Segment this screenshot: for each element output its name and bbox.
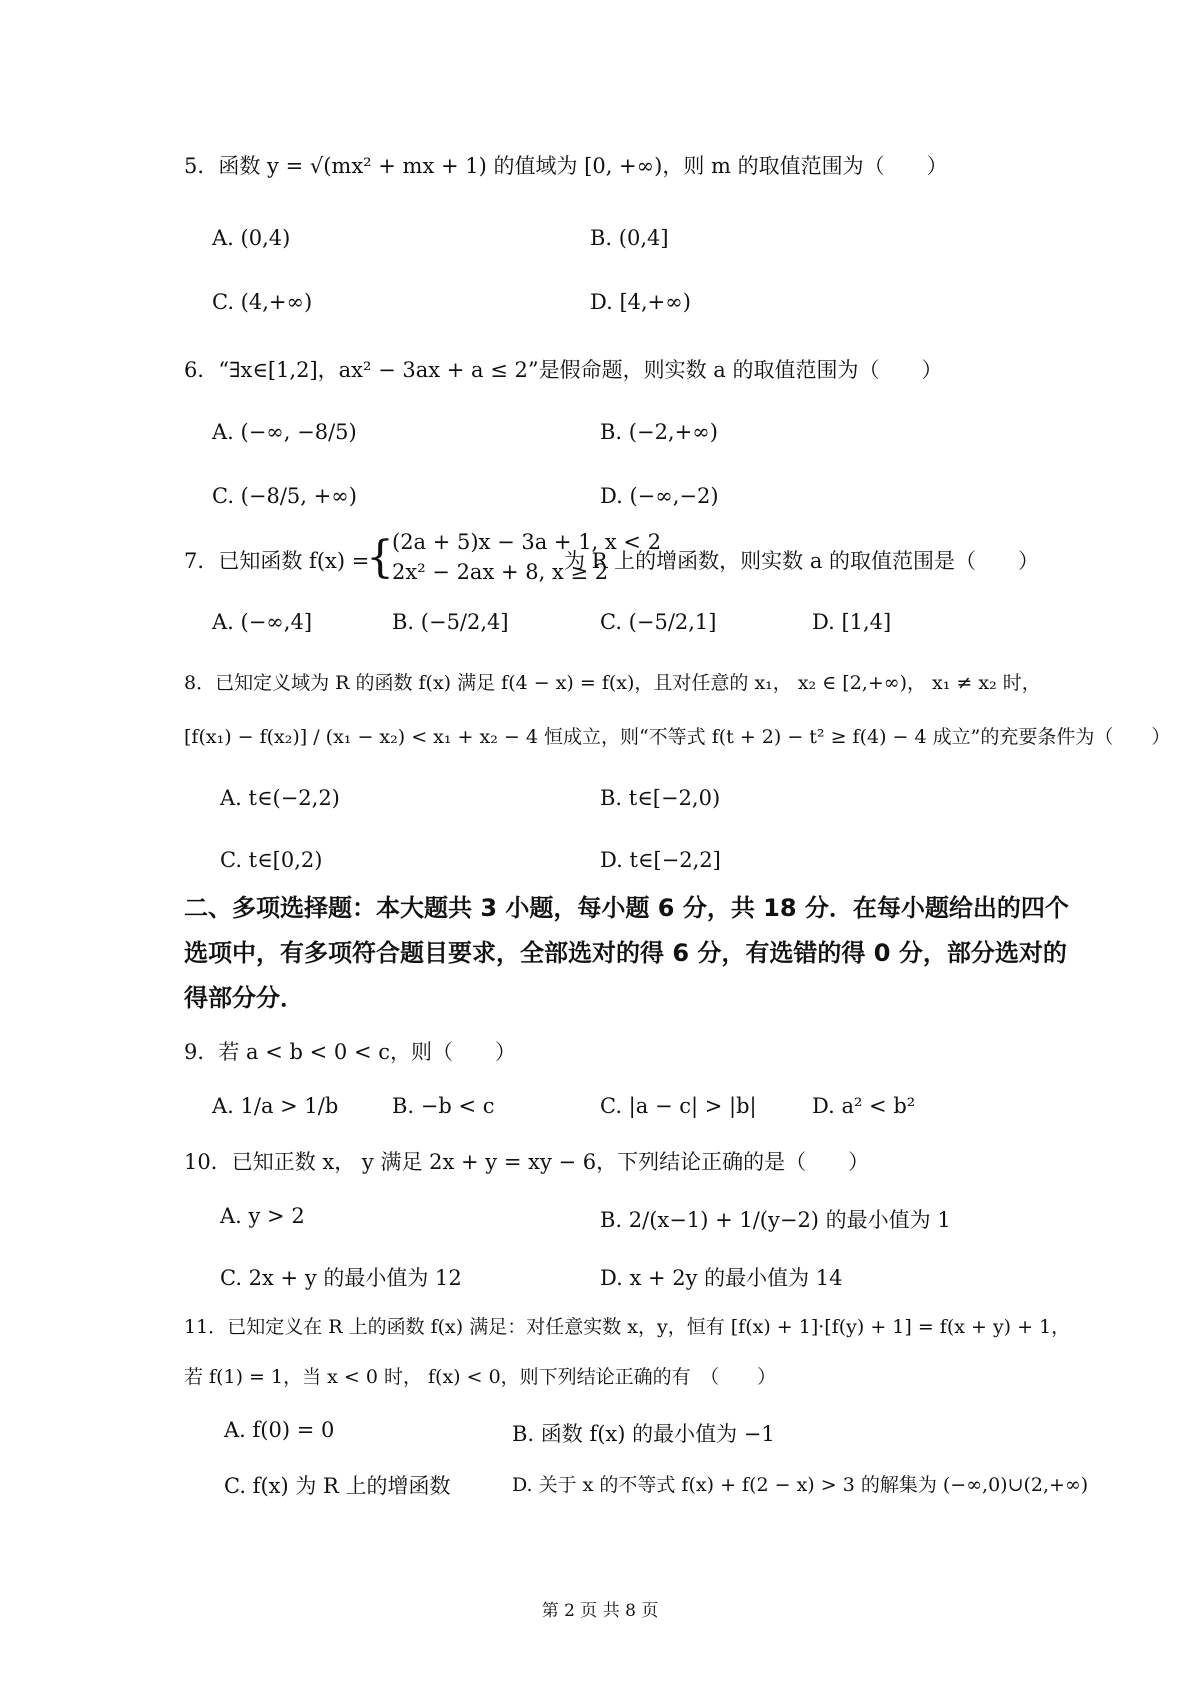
q7-option-b: B. (−5/2,4] [392,610,509,634]
q7-piece-1: (2a + 5)x − 3a + 1, x < 2 [392,530,662,554]
q7-number: 7． [184,549,219,573]
q5-option-b: B. (0,4] [590,226,669,250]
question-8-line-2: [f(x₁) − f(x₂)] / (x₁ − x₂) < x₁ + x₂ − 4 恒成立，则“不等式 f(t + 2) − t² ≥ f(4) − 4 成立”的充要条件为（ ） [184,726,1171,748]
q11-line1-text: 已知定义在 R 上的函数 f(x) 满足：对任意实数 x，y，恒有 [f(x) + 1]·[f(y) + 1] = f(x + y) + 1， [227,1316,1071,1338]
q5-option-d: D. [4,+∞) [590,290,691,314]
q7-stem-post: 为 R 上的增函数，则实数 a 的取值范围是（ ） [564,549,1040,573]
q11-number: 11． [184,1316,228,1338]
q7-option-a: A. (−∞,4] [212,610,313,634]
q7-option-d: D. [1,4] [812,610,892,634]
q8-option-b: B. t∈[−2,0) [600,786,721,810]
question-10-stem [184,1146,869,1176]
q8-option-d: D. t∈[−2,2] [600,848,721,872]
q6-option-a: A. (−∞, −8/5) [212,420,357,444]
q8-number: 8． [184,672,216,694]
question-11-line-1 [184,1312,1070,1339]
question-7-stem [184,545,369,575]
q7-option-c: C. (−5/2,1] [600,610,717,634]
q10-option-c: C. 2x + y 的最小值为 12 [220,1266,462,1290]
question-11-line-2: 若 f(1) = 1，当 x < 0 时， f(x) < 0，则下列结论正确的有 （ ） [184,1366,777,1388]
question-6-stem [184,354,943,384]
q10-number: 10． [184,1150,232,1174]
question-9-stem [184,1036,516,1066]
q11-option-d: D. 关于 x 的不等式 f(x) + f(2 − x) > 3 的解集为 (−∞,0)∪(2,+∞) [512,1474,1089,1496]
q7-brace: { [366,532,394,583]
q10-text: 已知正数 x， y 满足 2x + y = xy − 6，下列结论正确的是（ ） [231,1150,870,1174]
q10-option-d: D. x + 2y 的最小值为 14 [600,1266,843,1290]
q8-option-c: C. t∈[0,2) [220,848,323,872]
q9-option-d: D. a² < b² [812,1094,916,1118]
q8-option-a: A. t∈(−2,2) [220,786,340,810]
question-5-stem [184,150,948,180]
q9-option-b: B. −b < c [392,1094,495,1118]
q6-text: 6．“∃x∈[1,2]，ax² − 3ax + a ≤ 2”是假命题，则实数 a 的取值范围为（ ） [184,358,943,382]
q11-option-c: C. f(x) 为 R 上的增函数 [224,1474,451,1498]
q6-option-d: D. (−∞,−2) [600,484,719,508]
q9-number: 9． [184,1040,219,1064]
q6-option-b: B. (−2,+∞) [600,420,718,444]
q9-option-a: A. 1/a > 1/b [212,1094,339,1118]
q11-option-a: A. f(0) = 0 [224,1418,335,1442]
section-2-heading: 二、多项选择题：本大题共 3 小题，每小题 6 分，共 18 分．在每小题给出的四个选项中，有多项符合题目要求，全部选对的得 6 分，有选错的得 0 分，部分选对的得部分分． [184,894,1069,1012]
question-8-line-1 [184,668,1041,695]
q7-piece-2: 2x² − 2ax + 8, x ≥ 2 [392,560,609,584]
q10-option-a: A. y > 2 [220,1204,305,1228]
page-footer: 第 2 页 共 8 页 [541,1601,659,1621]
q11-option-b: B. 函数 f(x) 的最小值为 −1 [512,1422,775,1446]
q8-line1-text: 已知定义域为 R 的函数 f(x) 满足 f(4 − x) = f(x)，且对任意的 x₁， x₂ ∈ [2,+∞)， x₁ ≠ x₂ 时， [215,672,1041,694]
q5-text: 5．函数 y = √(mx² + mx + 1) 的值域为 [0, +∞)，则 m 的取值范围为（ ） [184,154,948,178]
q5-option-a: A. (0,4) [212,226,291,250]
q7-stem-pre: 已知函数 f(x) = [218,549,370,573]
q9-option-c: C. |a − c| > |b| [600,1094,757,1118]
q6-option-c: C. (−8/5, +∞) [212,484,357,508]
q10-option-b: B. 2/(x−1) + 1/(y−2) 的最小值为 1 [600,1208,951,1232]
q9-text: 若 a < b < 0 < c，则（ ） [218,1040,516,1064]
q5-option-c: C. (4,+∞) [212,290,313,314]
